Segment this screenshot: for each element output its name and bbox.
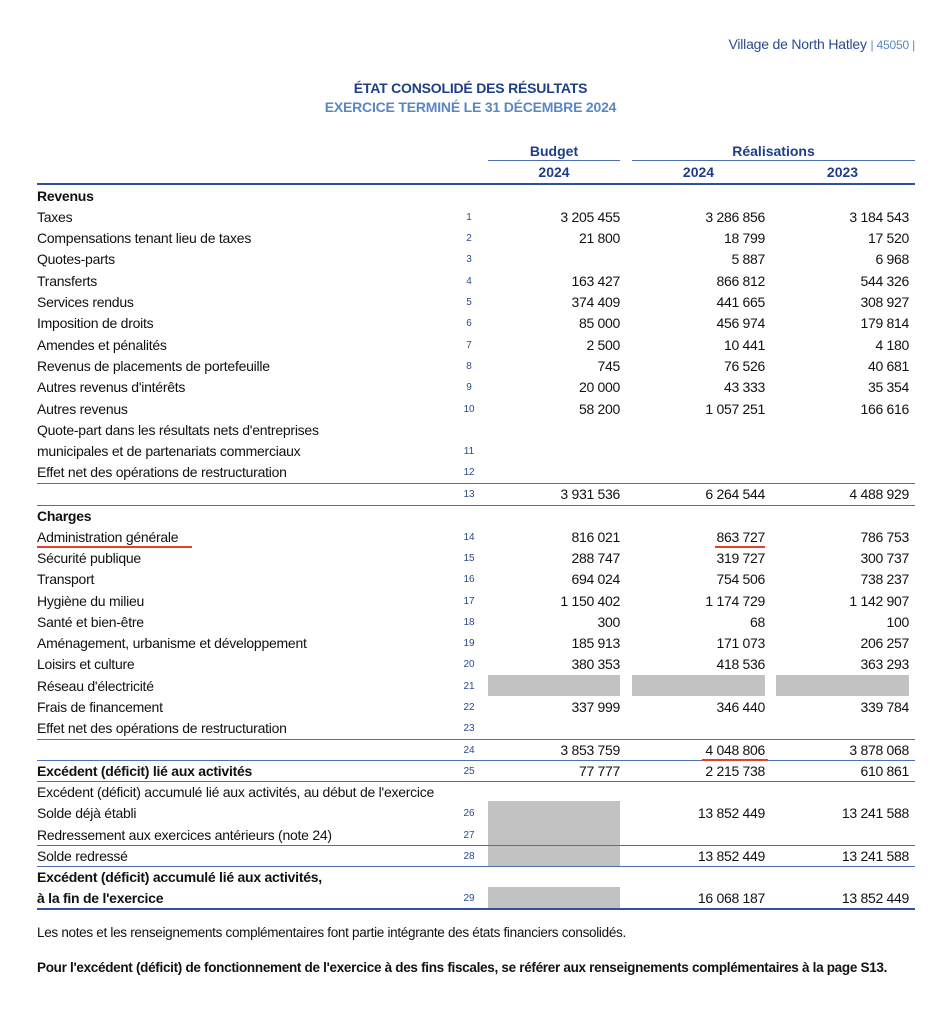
cell-real-2023: 100 (886, 614, 909, 630)
cell-real-2024: 346 440 (716, 699, 765, 715)
line-number: 27 (463, 830, 475, 841)
row-label: Solde déjà établi (37, 805, 137, 821)
cell-real-2024: 4 048 806 (705, 742, 765, 758)
row-label: Réseau d'électricité (37, 678, 154, 694)
annotation-underline-admin-label (37, 546, 192, 548)
column-real-2024: 2024 (682, 164, 715, 180)
cell-real-2023: 300 737 (860, 550, 909, 566)
header-rule (37, 183, 915, 185)
row-label: Solde redressé (37, 848, 128, 864)
line-number: 3 (466, 254, 472, 265)
cell-real-2023: 13 852 449 (841, 890, 909, 906)
cell-real-2023: 786 753 (860, 529, 909, 545)
line-number: 4 (466, 276, 472, 287)
cell-real-2024: 319 727 (716, 550, 765, 566)
cell-budget-2024: 58 200 (578, 401, 620, 417)
cell-budget-2024: 816 021 (571, 529, 620, 545)
row-label: Aménagement, urbanisme et développement (37, 635, 307, 651)
rule-above-total-charges (37, 739, 915, 740)
cell-real-2023: 1 142 907 (849, 593, 909, 609)
organization-name: Village de North Hatley (728, 36, 867, 52)
cell-budget-2024: 300 (597, 614, 620, 630)
cell-real-2023: 544 326 (860, 273, 909, 289)
cell-real-2024: 418 536 (716, 656, 765, 672)
line-number: 12 (463, 467, 475, 478)
cell-budget-2024: 2 500 (586, 337, 620, 353)
row-label: Services rendus (37, 294, 134, 310)
row-label: Transferts (37, 273, 97, 289)
rule-above-total-revenus (37, 483, 915, 484)
cell-real-2023: 206 257 (860, 635, 909, 651)
shaded-cell-21-2024 (632, 675, 765, 696)
line-number: 28 (463, 851, 475, 862)
cell-real-2024: 754 506 (716, 571, 765, 587)
line-number: 16 (463, 574, 475, 585)
cell-budget-2024: 745 (597, 358, 620, 374)
row-label: Imposition de droits (37, 315, 154, 331)
cell-real-2023: 4 488 929 (849, 486, 909, 502)
note-integral: Les notes et les renseignements complémentaires font partie intégrante des états financiers consolidés. (37, 925, 626, 940)
cell-real-2024: 1 057 251 (705, 401, 765, 417)
cell-budget-2024: 288 747 (571, 550, 620, 566)
row-label: municipales et de partenariats commerciaux (37, 443, 301, 459)
annotation-underline-admin-2024 (715, 546, 765, 548)
row-label: Excédent (déficit) accumulé lié aux activités, au début de l'exercice (37, 784, 435, 800)
cell-real-2024: 863 727 (716, 529, 765, 545)
line-number: 22 (463, 702, 475, 713)
cell-real-2023: 17 520 (867, 230, 909, 246)
organization-header (728, 36, 915, 52)
row-label: Revenus de placements de portefeuille (37, 358, 270, 374)
cell-budget-2024: 1 150 402 (560, 593, 620, 609)
rule-above-solde-redresse (37, 845, 915, 846)
line-number: 25 (463, 766, 475, 777)
cell-budget-2024: 20 000 (578, 379, 620, 395)
row-label: Transport (37, 571, 95, 587)
cell-real-2023: 40 681 (867, 358, 909, 374)
cell-real-2024: 866 812 (716, 273, 765, 289)
statement-subtitle: EXERCICE TERMINÉ LE 31 DÉCEMBRE 2024 (324, 99, 617, 115)
budget-group-rule (488, 160, 620, 161)
cell-real-2023: 3 184 543 (849, 209, 909, 225)
line-number: 13 (463, 489, 475, 500)
line-number: 24 (463, 745, 475, 756)
cell-real-2024: 16 068 187 (697, 890, 765, 906)
line-number: 17 (463, 596, 475, 607)
rule-bottom (37, 908, 915, 910)
row-label: Quotes-parts (37, 251, 115, 267)
row-label: Effet net des opérations de restructuration (37, 720, 287, 736)
cell-real-2024: 76 526 (723, 358, 765, 374)
row-label: Effet net des opérations de restructuration (37, 464, 287, 480)
line-number: 2 (466, 233, 472, 244)
rule-below-excedent (37, 781, 915, 782)
cell-real-2023: 308 927 (860, 294, 909, 310)
cell-real-2024: 68 (750, 614, 765, 630)
section-charges: Charges (37, 508, 92, 524)
note-fiscal: Pour l'excédent (déficit) de fonctionnement de l'exercice à des fins fiscales, se référer aux renseignements complémentaires à la page S13. (37, 960, 888, 975)
cell-real-2024: 456 974 (716, 315, 765, 331)
row-label: Frais de financement (37, 699, 163, 715)
cell-real-2023: 610 861 (860, 763, 909, 779)
line-number: 23 (463, 723, 475, 734)
row-label: Compensations tenant lieu de taxes (37, 230, 252, 246)
cell-real-2023: 6 968 (875, 251, 909, 267)
line-number: 29 (463, 893, 475, 904)
row-label: Hygiène du milieu (37, 593, 145, 609)
line-number: 11 (463, 446, 475, 457)
cell-budget-2024: 85 000 (578, 315, 620, 331)
cell-budget-2024: 3 205 455 (560, 209, 620, 225)
row-label: à la fin de l'exercice (37, 890, 164, 906)
cell-real-2023: 179 814 (860, 315, 909, 331)
shaded-cell-21-budget (488, 675, 620, 696)
cell-real-2023: 4 180 (875, 337, 909, 353)
row-label: Autres revenus (37, 401, 128, 417)
cell-real-2023: 13 241 588 (841, 805, 909, 821)
row-label: Redressement aux exercices antérieurs (note 24) (37, 827, 332, 843)
cell-real-2023: 166 616 (860, 401, 909, 417)
annotation-underline-total-charges-2024 (702, 759, 768, 761)
cell-budget-2024: 21 800 (578, 230, 620, 246)
cell-real-2024: 2 215 738 (705, 763, 765, 779)
column-real-2023: 2023 (826, 164, 859, 180)
cell-real-2023: 13 241 588 (841, 848, 909, 864)
cell-real-2024: 18 799 (723, 230, 765, 246)
shaded-cell-26-28-budget (488, 801, 620, 866)
shaded-cell-21-2023 (776, 675, 909, 696)
cell-real-2024: 171 073 (716, 635, 765, 651)
cell-real-2024: 13 852 449 (697, 805, 765, 821)
cell-budget-2024: 694 024 (571, 571, 620, 587)
rule-below-total-charges (37, 760, 915, 761)
cell-real-2024: 3 286 856 (705, 209, 765, 225)
cell-budget-2024: 374 409 (571, 294, 620, 310)
cell-budget-2024: 3 931 536 (560, 486, 620, 502)
cell-real-2023: 35 354 (867, 379, 909, 395)
line-number: 14 (463, 532, 475, 543)
cell-real-2024: 441 665 (716, 294, 765, 310)
line-number: 1 (466, 212, 472, 223)
row-label: Santé et bien-être (37, 614, 144, 630)
cell-real-2023: 339 784 (860, 699, 909, 715)
line-number: 19 (463, 638, 475, 649)
line-number: 20 (463, 659, 475, 670)
organization-code: | 45050 | (870, 38, 915, 52)
cell-budget-2024: 185 913 (571, 635, 620, 651)
line-number: 21 (463, 681, 475, 692)
cell-real-2023: 363 293 (860, 656, 909, 672)
shaded-cell-29-budget (488, 887, 620, 908)
statement-title: ÉTAT CONSOLIDÉ DES RÉSULTATS (353, 80, 588, 96)
cell-real-2024: 1 174 729 (705, 593, 765, 609)
cell-budget-2024: 163 427 (571, 273, 620, 289)
line-number: 15 (463, 553, 475, 564)
cell-real-2024: 43 333 (723, 379, 765, 395)
line-number: 10 (463, 404, 475, 415)
cell-real-2024: 13 852 449 (697, 848, 765, 864)
cell-real-2023: 738 237 (860, 571, 909, 587)
line-number: 6 (466, 318, 472, 329)
row-label: Taxes (37, 209, 73, 225)
line-number: 26 (463, 808, 475, 819)
cell-budget-2024: 380 353 (571, 656, 620, 672)
line-number: 9 (466, 382, 472, 393)
cell-budget-2024: 337 999 (571, 699, 620, 715)
line-number: 8 (466, 361, 472, 372)
rule-below-total-revenus (37, 505, 915, 506)
cell-real-2024: 10 441 (723, 337, 765, 353)
row-label: Quote-part dans les résultats nets d'entreprises (37, 422, 319, 438)
row-label: Administration générale (37, 529, 179, 545)
row-label: Autres revenus d'intérêts (37, 379, 186, 395)
line-number: 5 (466, 297, 472, 308)
rule-below-solde-redresse (37, 866, 915, 867)
row-label: Amendes et pénalités (37, 337, 167, 353)
row-label: Excédent (déficit) lié aux activités (37, 763, 253, 779)
column-group-realisations: Réalisations (732, 143, 815, 159)
cell-real-2023: 3 878 068 (849, 742, 909, 758)
cell-real-2024: 5 887 (731, 251, 765, 267)
row-label: Loisirs et culture (37, 656, 135, 672)
cell-budget-2024: 77 777 (578, 763, 620, 779)
line-number: 7 (466, 340, 472, 351)
cell-real-2024: 6 264 544 (705, 486, 765, 502)
row-label: Sécurité publique (37, 550, 141, 566)
column-budget-2024: 2024 (538, 164, 570, 180)
line-number: 18 (463, 617, 475, 628)
row-label: Excédent (déficit) accumulé lié aux activités, (37, 869, 322, 885)
section-revenus: Revenus (37, 188, 94, 204)
realisations-group-rule (632, 160, 915, 161)
cell-budget-2024: 3 853 759 (560, 742, 620, 758)
column-group-budget: Budget (529, 143, 579, 159)
